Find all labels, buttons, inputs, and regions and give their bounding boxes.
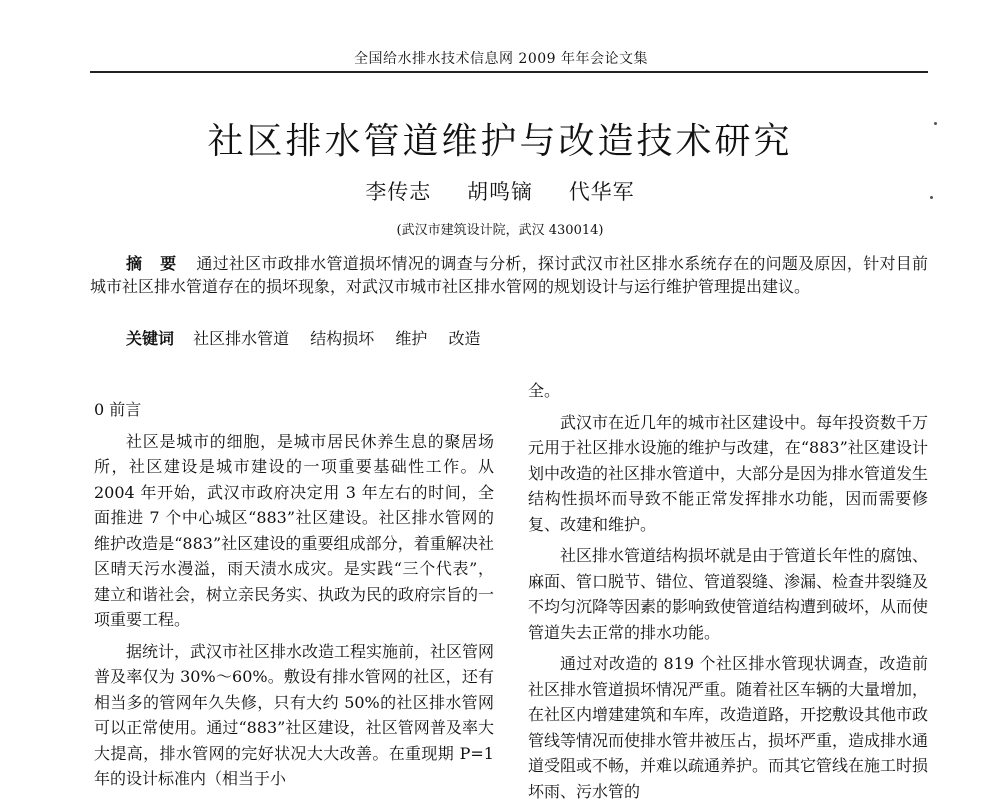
scan-speck xyxy=(930,196,933,199)
section-heading-intro: 0 前言 xyxy=(94,400,142,419)
author-list xyxy=(0,176,1000,206)
abstract-label: 摘 要 xyxy=(126,254,183,273)
right-paragraph-1: 武汉市在近几年的城市社区建设中。每年投资数千万元用于社区排水设施的维护与改建，在“883”社区建设计划中改造的社区排水管道中，大部分是因为排水管道发生结构性损坏而导致不能正常发挥排水功能，因而需要修复、改建和维护。 xyxy=(528,412,929,534)
keywords xyxy=(126,328,926,350)
author-2: 胡鸣镝 xyxy=(467,180,533,204)
right-column xyxy=(528,378,928,810)
left-paragraph-1: 社区是城市的细胞，是城市居民休养生息的聚居场所，社区建设是城市建设的一项重要基础性工作。从 2004 年开始，武汉市政府决定用 3 年左右的时间，全面推进 7 个中心城区“883”社区建设。社区排水管网的维护改造是“883”社区建设的重要组成部分，着重解决社区晴天污水漫溢，雨天渍水成灾。是实践“三个代表”，建立和谐社会，树立亲民务实、执政为民的政府宗旨的一项重要工程。 xyxy=(94,431,495,629)
affiliation: (武汉市建筑设计院，武汉 430014) xyxy=(396,223,604,238)
right-paragraph-2: 社区排水管道结构损坏就是由于管道长年性的腐蚀、麻面、管口脱节、错位、管道裂缝、渗漏、检查井裂缝及不均匀沉降等因素的影响致使管道结构遭到破坏，从而使管道失去正常的排水功能。 xyxy=(528,546,929,642)
abstract-text: 通过社区市政排水管道损坏情况的调查与分析，探讨武汉市社区排水系统存在的问题及原因，针对目前城市社区排水管道存在的损坏现象，对武汉市城市社区排水管网的规划设计与运行维护管理提出建议。 xyxy=(90,254,928,296)
keyword-1: 社区排水管道 xyxy=(193,329,290,348)
left-column xyxy=(94,397,494,798)
keywords-label: 关键词 xyxy=(126,329,175,348)
left-paragraph-2: 据统计，武汉市社区排水改造工程实施前，社区管网普及率仅为 30%～60%。敷设有排水管网的社区，还有相当多的管网年久失修，只有大约 50%的社区排水管网可以正常使用。通过“883”社区建设，社区管网普及率大大提高，排水管网的完好状况大大改善。在重现期 P=1 年的设计标准内（相当于小 xyxy=(94,641,495,788)
right-paragraph-3: 通过对改造的 819 个社区排水管现状调查，改造前社区排水管道损坏情况严重。随着社区车辆的大量增加，在社区内增建建筑和车库，改造道路，开挖敷设其他市政管线等情况而使排水管井被压占，损坏严重，造成排水通道受阻或不畅，并难以疏通养护。而其它管线在施工时损坏雨、污水管的 xyxy=(528,654,929,801)
keyword-3: 维护 xyxy=(395,329,428,348)
abstract xyxy=(90,252,928,298)
author-1: 李传志 xyxy=(365,180,432,204)
running-header: 全国给水排水技术信息网 2009 年年会论文集 xyxy=(353,51,649,67)
scan-speck xyxy=(934,122,937,125)
right-paragraph-continued: 全。 xyxy=(528,381,561,400)
keyword-4: 改造 xyxy=(448,329,481,348)
author-3: 代华军 xyxy=(568,180,635,204)
paper-title: 社区排水管道维护与改造技术研究 xyxy=(207,121,793,162)
header-rule xyxy=(90,71,928,73)
keyword-2: 结构损坏 xyxy=(310,329,375,348)
